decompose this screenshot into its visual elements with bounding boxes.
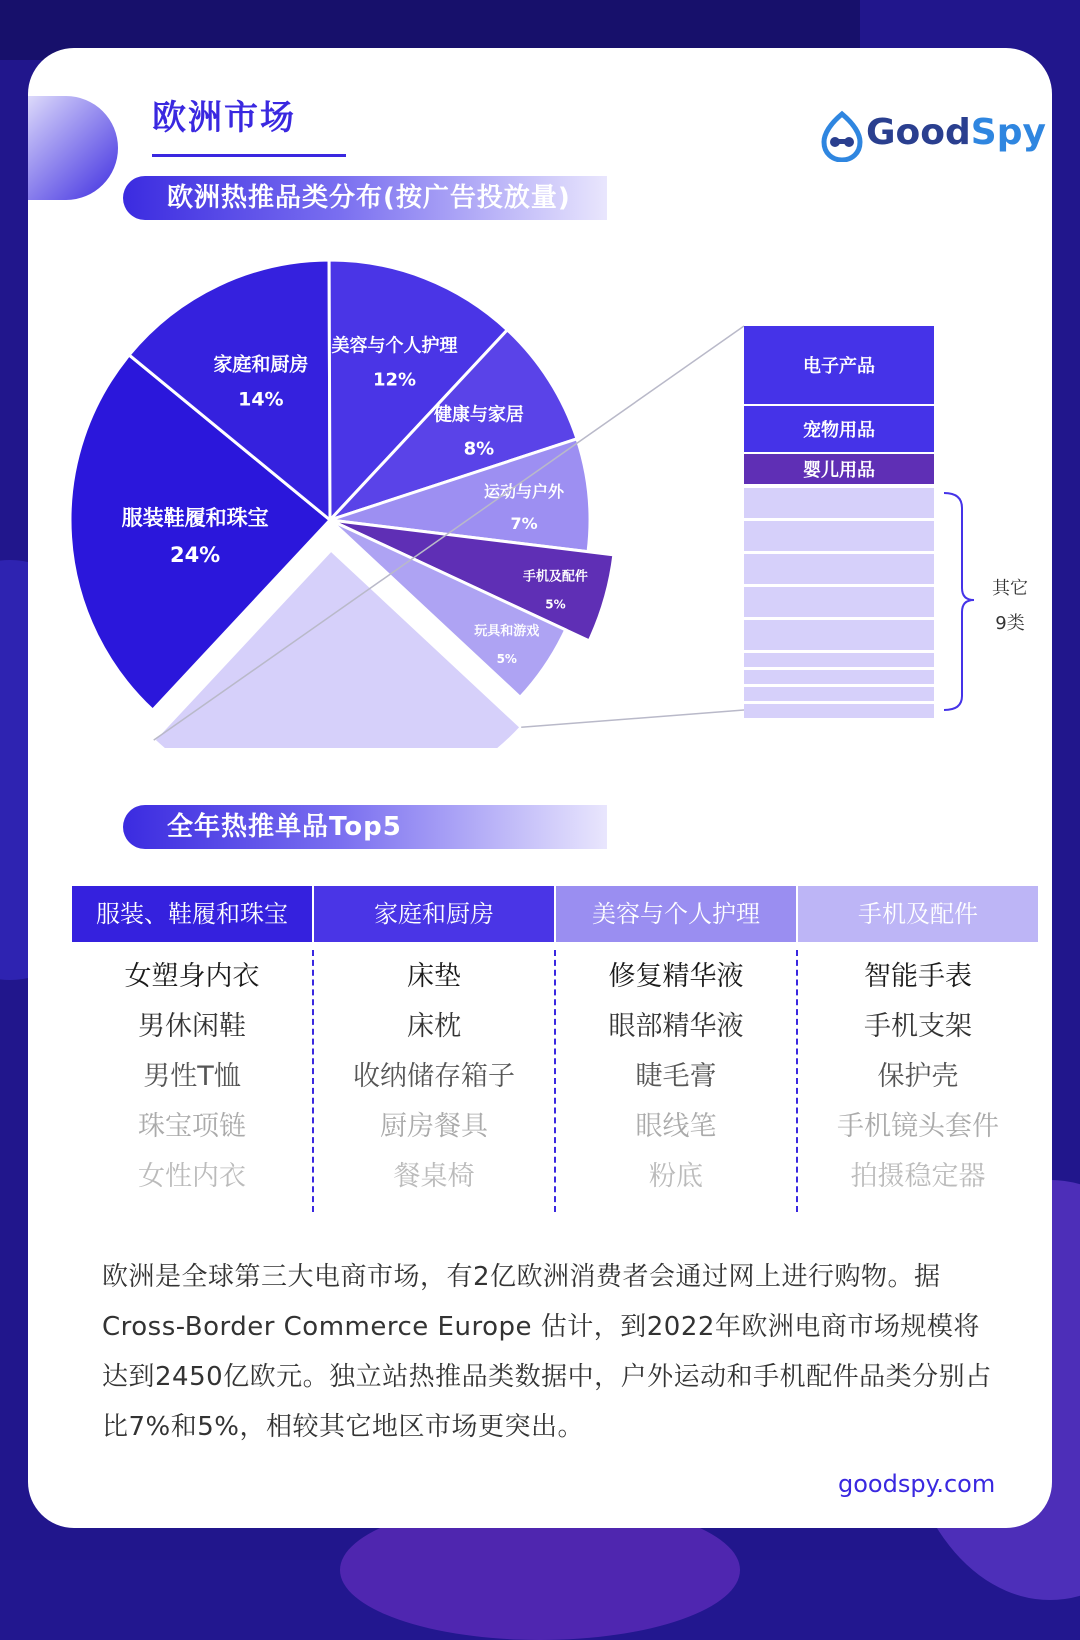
table-cell: 男性T恤	[143, 1061, 241, 1092]
table-cell: 收纳储存箱子	[353, 1061, 515, 1092]
pie-chart	[28, 48, 1052, 748]
table-cell: 床枕	[407, 1011, 461, 1042]
breakdown-other-segment	[744, 687, 934, 701]
table-cell: 厨房餐具	[380, 1111, 488, 1142]
table-cell: 修复精华液	[608, 961, 744, 992]
table-header: 手机及配件	[798, 886, 1038, 942]
slice-label: 玩具和游戏	[474, 624, 540, 640]
breakdown-label: 婴儿用品	[803, 460, 875, 481]
table-cell: 餐桌椅	[393, 1161, 475, 1192]
content-card	[28, 48, 1052, 1528]
slice-label: 美容与个人护理	[331, 335, 458, 357]
slice-label: 家庭和厨房	[213, 353, 309, 376]
slice-value-label: 12%	[372, 369, 417, 391]
breakdown-other-segment	[744, 554, 934, 584]
logo-good: Good	[866, 112, 971, 153]
breakdown-other-segment	[744, 670, 934, 684]
page-title: 欧洲市场	[152, 98, 296, 138]
section-banner-top5: 全年热推单品Top5	[123, 805, 607, 849]
others-bracket	[944, 493, 974, 710]
slice-value-label: 7%	[510, 513, 538, 533]
footer-site-link[interactable]: goodspy.com	[838, 1470, 996, 1498]
others-count-label: 9类	[995, 613, 1025, 634]
breakdown-label: 宠物用品	[803, 420, 875, 441]
slice-value-label: 14%	[238, 388, 284, 411]
breakdown-other-segment	[744, 488, 934, 518]
table-cell: 珠宝项链	[138, 1111, 246, 1142]
slice-label: 健康与家居	[433, 404, 524, 426]
table-cell: 保护壳	[877, 1061, 959, 1092]
section-banner-distribution: 欧洲热推品类分布(按广告投放量)	[123, 176, 607, 220]
slice-label: 手机及配件	[522, 569, 588, 585]
breakdown-other-segment	[744, 521, 934, 551]
table-cell: 眼部精华液	[608, 1011, 744, 1042]
table-cell: 男休闲鞋	[138, 1011, 246, 1042]
others-label: 其它	[992, 578, 1028, 599]
connector-line-bottom	[521, 710, 744, 727]
slice-value-label: 8%	[463, 438, 495, 460]
table-cell: 床垫	[407, 961, 461, 992]
slice-value-label: 24%	[169, 542, 221, 567]
logo-spy: Spy	[970, 112, 1046, 153]
breakdown-other-segment	[744, 587, 934, 617]
table-cell: 手机支架	[864, 1011, 972, 1042]
table-cell: 智能手表	[864, 961, 972, 992]
table-header: 家庭和厨房	[314, 886, 554, 942]
table-header: 美容与个人护理	[556, 886, 796, 942]
table-header: 服装、鞋履和珠宝	[72, 886, 312, 942]
table-cell: 手机镜头套件	[837, 1111, 999, 1142]
table-cell: 睫毛膏	[635, 1061, 717, 1092]
slice-label: 服装鞋履和珠宝	[121, 505, 269, 530]
table-cell: 眼线笔	[635, 1111, 717, 1142]
table-cell: 女塑身内衣	[124, 961, 260, 992]
table-cell: 女性内衣	[138, 1161, 246, 1192]
slice-value-label: 5%	[496, 652, 517, 667]
table-cell: 粉底	[649, 1161, 703, 1192]
description-paragraph: 欧洲是全球第三大电商市场，有2亿欧洲消费者会通过网上进行购物。据Cross-Border Commerce Europe 估计，到2022年欧洲电商市场规模将达到2450亿欧元。独立站热推品类数据中，户外运动和手机配件品类分别占比7%和5%，相较其它地区市场更突出。	[102, 1262, 992, 1442]
breakdown-label: 电子产品	[803, 356, 875, 377]
breakdown-other-segment	[744, 704, 934, 718]
slice-label: 运动与户外	[484, 481, 565, 501]
slice-value-label: 5%	[545, 597, 566, 612]
breakdown-other-segment	[744, 653, 934, 667]
table-cell: 拍摄稳定器	[850, 1161, 986, 1192]
breakdown-other-segment	[744, 620, 934, 650]
